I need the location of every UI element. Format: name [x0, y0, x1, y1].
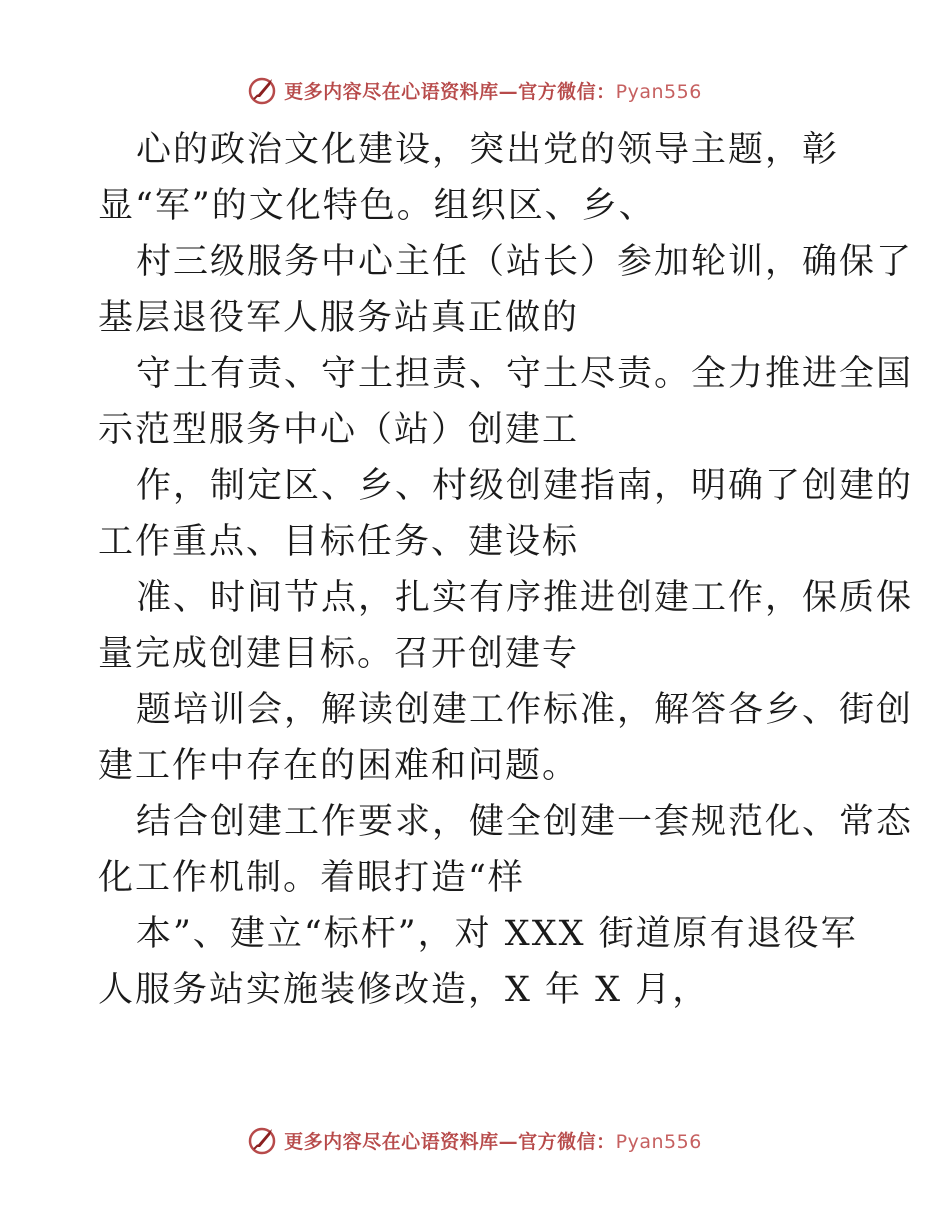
text-line: 守土有责、守土担责、守土尽责。全力推进全国	[136, 354, 914, 394]
text-line: 本”、建立“标杆”，对 XXX 街道原有退役军	[136, 914, 858, 954]
quill-logo-icon	[248, 75, 278, 105]
document-body	[98, 122, 914, 1018]
text-line: 结合创建工作要求，健全创建一套规范化、常态	[136, 802, 914, 842]
text-line: 心的政治文化建设，突出党的领导主题，彰	[136, 130, 840, 170]
text-line: 工作重点、目标任务、建设标	[98, 522, 580, 562]
text-line: 显“军”的文化特色。组织区、乡、	[98, 186, 656, 226]
watermark-text: 更多内容尽在心语资料库—官方微信：Pyan556	[284, 1130, 702, 1153]
text-line: 示范型服务中心（站）创建工	[98, 410, 580, 450]
text-line: 量完成创建目标。召开创建专	[98, 634, 580, 674]
quill-logo-icon	[248, 1125, 278, 1155]
text-line: 村三级服务中心主任（站长）参加轮训，确保了	[136, 242, 914, 282]
text-line: 题培训会，解读创建工作标准，解答各乡、街创	[136, 690, 914, 730]
header-watermark	[0, 70, 950, 110]
text-line: 准、时间节点，扎实有序推进创建工作，保质保	[136, 578, 914, 618]
watermark-text: 更多内容尽在心语资料库—官方微信：Pyan556	[284, 80, 702, 103]
text-line: 建工作中存在的困难和问题。	[98, 746, 580, 786]
text-line: 化工作机制。着眼打造“样	[98, 858, 525, 898]
text-line: 作，制定区、乡、村级创建指南，明确了创建的	[136, 466, 914, 506]
text-line: 人服务站实施装修改造，X 年 X 月，	[98, 970, 710, 1010]
text-line: 基层退役军人服务站真正做的	[98, 298, 580, 338]
footer-watermark	[0, 1120, 950, 1160]
